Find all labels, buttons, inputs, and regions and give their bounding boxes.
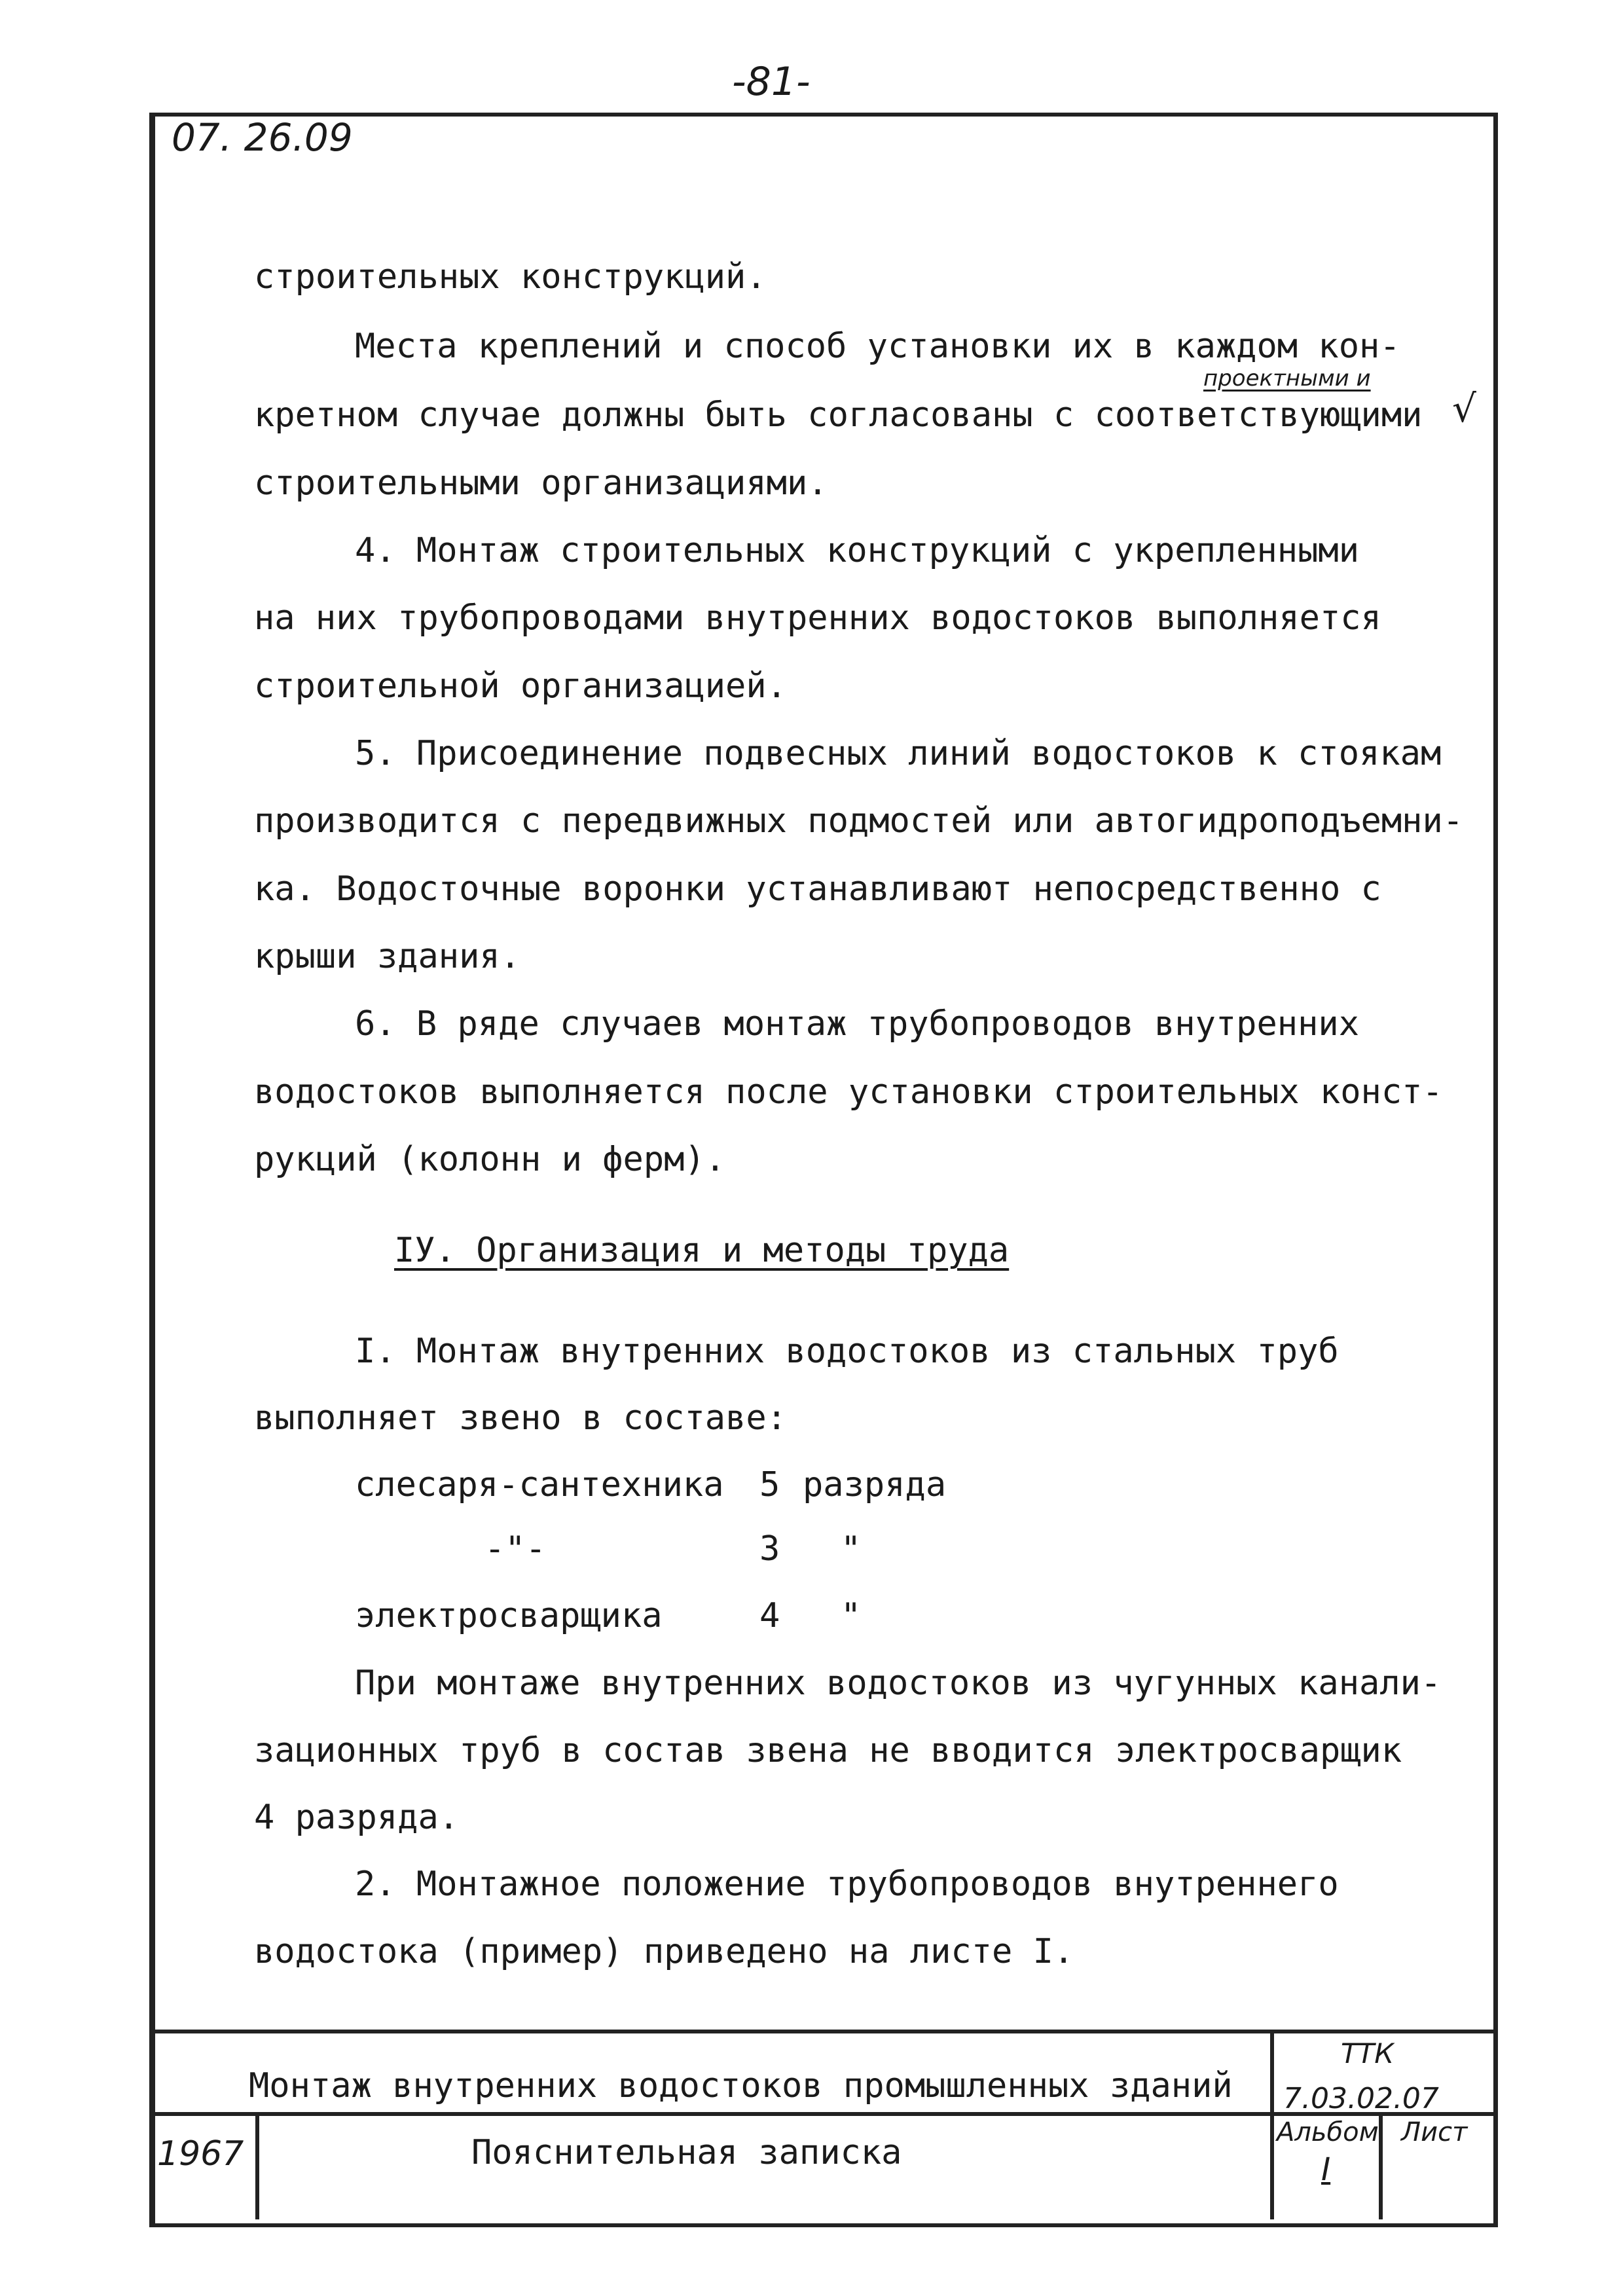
- crew-grade: 5: [759, 1465, 780, 1504]
- text-line: 6. В ряде случаев монтаж трубопроводов внутренних: [355, 1004, 1360, 1044]
- stamp-top-rule: [149, 2030, 1497, 2033]
- text-line: При монтаже внутренних водостоков из чугунных канали-: [355, 1664, 1442, 1703]
- text-line: 4 разряда.: [254, 1798, 460, 1837]
- text-line: I. Монтаж внутренних водостоков из стальных труб: [355, 1332, 1339, 1371]
- stamp-title: Монтаж внутренних водостоков промышленных зданий: [249, 2066, 1233, 2105]
- text-line: крыши здания.: [254, 937, 520, 976]
- text-line: строительной организацией.: [254, 666, 787, 706]
- stamp-album-number: I: [1321, 2151, 1331, 2188]
- stamp-subtitle: Пояснительная записка: [471, 2133, 902, 2172]
- crew-unit: ": [841, 1529, 862, 1569]
- text-line: строительными организациями.: [254, 464, 828, 503]
- check-mark: √: [1452, 386, 1476, 431]
- crew-unit: разряда: [803, 1465, 947, 1504]
- stamp-year: 1967: [157, 2134, 244, 2174]
- crew-grade: 4: [759, 1596, 780, 1635]
- text-line: 2. Монтажное положение трубопроводов внутреннего: [355, 1865, 1339, 1904]
- text-line: водостоков выполняется после установки строительных конст-: [254, 1072, 1443, 1112]
- stamp-divider: [1379, 2112, 1383, 2219]
- page-number: -81-: [732, 59, 811, 105]
- stamp-divider: [255, 2112, 259, 2219]
- text-line: зационных труб в состав звена не вводится электросварщик: [254, 1731, 1402, 1770]
- crew-role: электросварщика: [355, 1596, 663, 1635]
- stamp-divider: [1270, 2030, 1274, 2219]
- text-line: 5. Присоединение подвесных линий водостоков к стоякам: [355, 734, 1442, 773]
- text-line: рукций (колонн и ферм).: [254, 1140, 726, 1179]
- crew-role: -"-: [484, 1529, 546, 1569]
- text-line: на них трубопроводами внутренних водостоков выполняется: [254, 598, 1381, 638]
- text-line: Места креплений и способ установки их в каждом кон-: [355, 327, 1400, 366]
- crew-role: слесаря-сантехника: [355, 1465, 724, 1504]
- stamp-code-label: ТТК: [1341, 2037, 1395, 2069]
- stamp-sheet-label: Лист: [1401, 2117, 1468, 2147]
- crew-unit: ": [841, 1596, 862, 1635]
- document-number: 07. 26.09: [172, 115, 353, 160]
- section-heading: IУ. Организация и методы труда: [394, 1231, 1010, 1270]
- text-line: выполняет звено в составе:: [254, 1398, 787, 1438]
- text-line: кретном случае должны быть согласованы с соответствующими: [254, 395, 1423, 435]
- handwritten-insert: проектными и: [1203, 365, 1371, 392]
- text-line: водостока (пример) приведено на листе I.: [254, 1932, 1074, 1971]
- text-line: строительных конструкций.: [254, 257, 767, 297]
- stamp-album-label: Альбом: [1277, 2117, 1379, 2147]
- crew-grade: 3: [759, 1529, 780, 1569]
- text-line: производится с передвижных подмостей или автогидроподъемни-: [254, 801, 1464, 841]
- text-line: 4. Монтаж строительных конструкций с укрепленными: [355, 531, 1360, 570]
- stamp-code: 7.03.02.07: [1283, 2082, 1439, 2115]
- text-line: ка. Водосточные воронки устанавливают непосредственно с: [254, 869, 1381, 909]
